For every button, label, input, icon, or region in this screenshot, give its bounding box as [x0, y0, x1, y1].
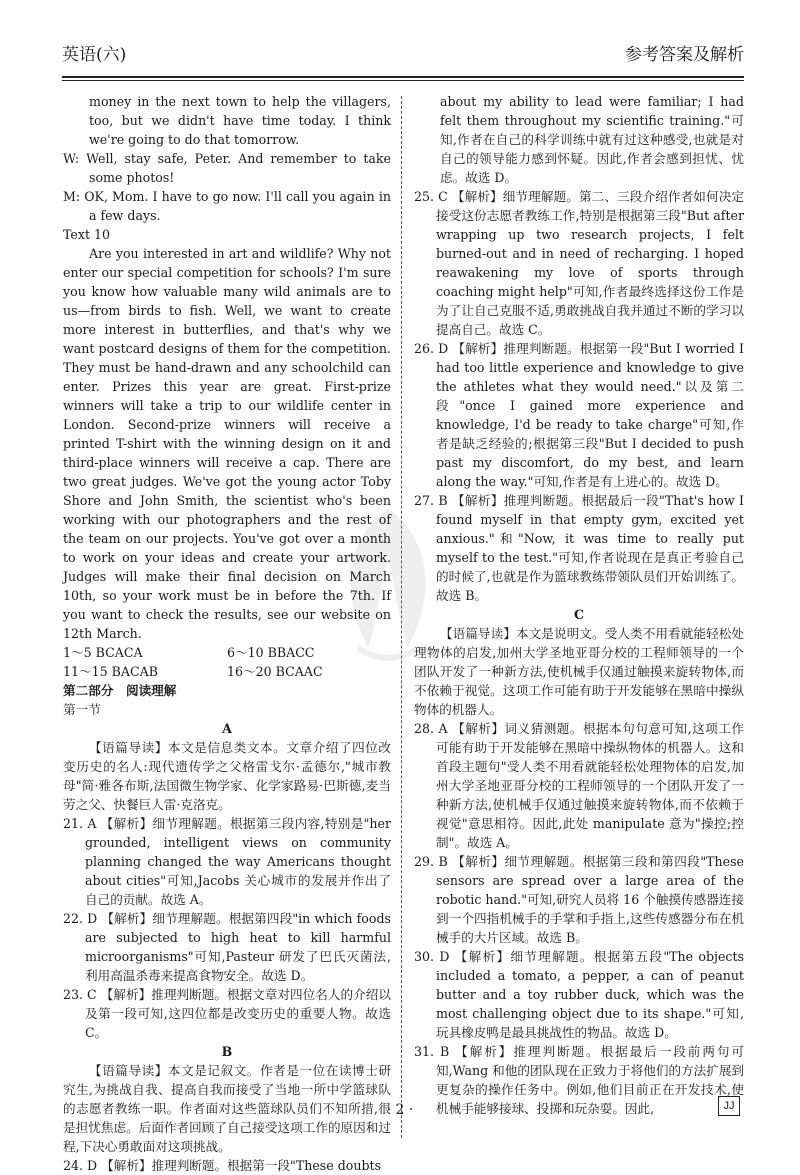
answer-key: 16～20 BCAAC	[227, 664, 323, 679]
publisher-badge: JJ	[718, 1096, 740, 1116]
answer-24-continuation: about my ability to lead were familiar; I had felt them throughout my scientific training."可知,作者在自己的科学训练中就有过这种感受,也就是对自己的领导能力感到怀疑。因此,作者会感到担忧、忧虑。故选 D。	[440, 94, 744, 185]
answer-row-2	[63, 662, 391, 681]
page-number: · 2 ·	[386, 1102, 414, 1118]
answer-key: 6～10 BBACC	[227, 645, 315, 660]
answer-31: 31. B 【解析】推理判断题。根据最后一段前两句可知,Wang 和他的团队现在正致力于将他们的方法扩展到更复杂的操作任务中。例如,他们目前正在开发技术,使机械手能够接球、投掷和玩杂耍。因此,	[414, 1044, 745, 1116]
answer-28: 28. A 【解析】词义猜测题。根据本句句意可知,这项工作可能有助于开发能够在黑暗中操纵物体的机器人。这和首段主题句"受人类不用看就能轻松处理物体的启发,加州大学圣地亚哥分校的工程师领导的一个团队开发了一种新方法,使机械手仅通过触摸来旋转物体,而不依赖于视觉"意思相符。因此,此处 manipulate 意为"操控;控制"。故选 A。	[414, 721, 744, 850]
answer-25: 25. C 【解析】细节理解题。第二、三段介绍作者如何决定接受这份志愿者教练工作,特别是根据第三段"But after wrapping up two research projects, I felt burned-out and in need of recharging. I hoped reawakening my love of sports through coaching might help"可知,作者最终选择这份工作是为了让自己克服不适,勇敢挑战自我并通过不断的学习以提高自己。故选 C。	[414, 189, 744, 337]
header-rule-thin	[62, 80, 744, 81]
text10-body: Are you interested in art and wildlife? Why not enter our special competition for schools? I'm sure you know how valuable many wild animals are to us—from birds to fish. Well, we want to create more interest in butterflies, and that's why we want postcard designs of them for the competition. They must be hand-drawn and any schoolchild can enter. Prizes this year are great. First-prize winners will take a trip to our wildlife center in London. Second-prize winners will receive a printed T-shirt with the winning design on it and third-place winners will receive a cap. There are two great judges. We've got the young actor Toby Shore and John Smith, the scientist who's been working with our photographers and the rest of the team on our projects. You've got over a month to work on your ideas and create your artwork. Judges will make their final decision on March 10th, so your work must be in before the 7th. If you want to check the results, see our website on 12th March.	[63, 246, 391, 641]
answer-key: 1～5 BCACA	[63, 645, 143, 660]
answer-row-1	[63, 643, 391, 662]
dialogue-continuation: money in the next town to help the villagers, too, but we didn't have time today. I think we're going to do that tomorrow.	[89, 94, 391, 147]
answer-22: 22. D 【解析】细节理解题。根据第四段"in which foods are subjected to high heat to kill harmful microorganisms"可知,Pasteur 研发了巴氏灭菌法,利用高温杀毒来提高食物安全。故选 D。	[63, 911, 391, 983]
header-rule	[62, 76, 744, 78]
section-heading: 第一节	[63, 702, 101, 717]
answer-key: 11～15 BACAB	[63, 664, 158, 679]
answer-21: 21. A 【解析】细节理解题。根据第三段内容,特别是"her grounded, intelligent views on community planning changed the way Americans thought about cities"可知,Jacobs 关心城市的发展并作出了自己的贡献。故选 A。	[63, 816, 391, 907]
answer-30: 30. D 【解析】细节理解题。根据第五段"The objects included a tomato, a pepper, a can of peanut butter and a toy rubber duck, which was the most challenging object due to its shape."可知,玩具橡皮鸭是最具挑战性的物品。故选 D。	[414, 949, 744, 1040]
passage-a-heading: A	[222, 721, 232, 736]
passage-b-heading: B	[221, 1044, 233, 1059]
part-heading: 第二部分 阅读理解	[63, 683, 177, 698]
passage-c-intro: 【语篇导读】本文是说明文。受人类不用看就能轻松处理物体的启发,加州大学圣地亚哥分校的工程师领导的一个团队开发了一种新方法,使机械手仅通过触摸来旋转物体,而不依赖于视觉。这项工作可能有助于开发能够在黑暗中操纵物体的机器人。	[414, 626, 744, 717]
subject-title: 英语(六)	[62, 45, 127, 65]
passage-a-intro: 【语篇导读】本文是信息类文本。文章介绍了四位改变历史的名人:现代遗传学之父格雷戈尔·孟德尔,"城市教母"简·雅各布斯,法国微生物学家、化学家路易·巴斯德,麦当劳之父、快餐巨人雷·克洛克。	[63, 740, 391, 812]
right-column	[414, 92, 744, 1118]
section-title: 参考答案及解析	[625, 45, 744, 65]
passage-c-heading: C	[573, 607, 585, 622]
text10-label: Text 10	[63, 227, 111, 242]
passage-b-intro: 【语篇导读】本文是记叙文。作者是一位在读博士研究生,为挑战自我、提高自我而接受了当地一所中学篮球队的志愿者教练一职。作者面对这些篮球队员们不知所措,很是担忧焦虑。后面作者回顾了自己接受这项工作的原因和过程,下决心勇敢面对这项挑战。	[63, 1063, 391, 1154]
page-header	[62, 40, 744, 70]
dialogue-line-w: W: Well, stay safe, Peter. And remember to take some photos!	[63, 151, 391, 185]
dialogue-line-m: M: OK, Mom. I have to go now. I'll call you again in a few days.	[63, 189, 391, 223]
answer-29: 29. B 【解析】细节理解题。根据第三段和第四段"These sensors are spread over a large area of the robotic hand."可知,研究人员将 16 个触摸传感器连接到一个四指机械手的手掌和手指上,这些传感器分布在机械手的大片区域。故选 B。	[414, 854, 744, 945]
answer-26: 26. D 【解析】推理判断题。根据第一段"But I worried I had too little experience and knowledge to give the athletes what they would need."以及第二段"once I gained more experience and knowledge, I'd be ready to take charge"可知,作者是缺乏经验的;根据第三段"But I decided to push past my discomfort, do my best, and learn along the way."可知,作者是有上进心的。故选 D。	[414, 341, 744, 489]
answer-24-start: 24. D 【解析】推理判断题。根据第一段"These doubts	[63, 1158, 382, 1173]
answer-23: 23. C 【解析】推理判断题。根据文章对四位名人的介绍以及第一段可知,这四位都是改变历史的重要人物。故选 C。	[63, 987, 391, 1040]
left-column	[63, 92, 391, 1175]
answer-27: 27. B 【解析】推理判断题。根据最后一段"That's how I found myself in that empty gym, excited yet anxious."和"Now, it was time to really put myself to the test."可知,作者说现在是真正考验自己的时候了,也就是作为篮球教练带领队员们开始训练了。故选 B。	[414, 493, 744, 603]
